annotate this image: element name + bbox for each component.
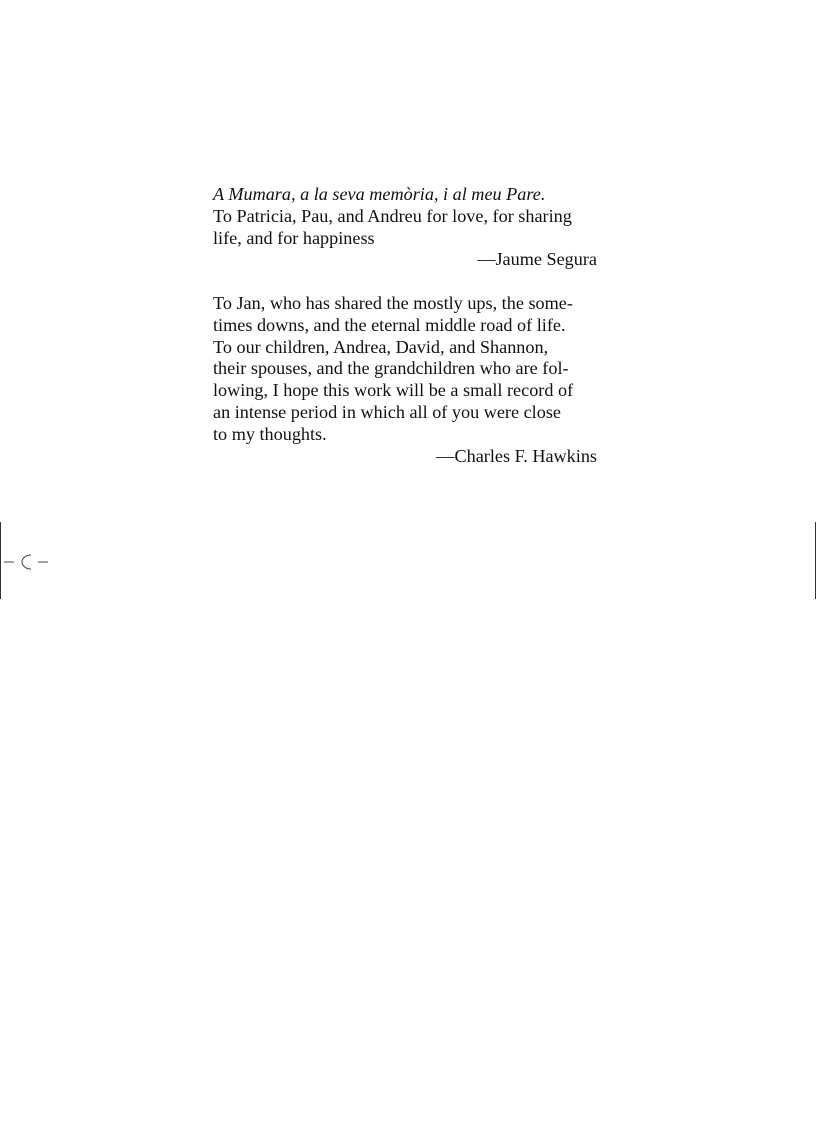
dedication-second-line: times downs, and the eternal middle road of life. (213, 314, 566, 335)
crop-mark-left-rule (0, 522, 1, 599)
dedication-italic-line: A Mumara, a la seva memòria, i al meu Pare. (213, 184, 546, 204)
registration-mark-icon (4, 551, 48, 573)
dedication-second-line: To Jan, who has shared the mostly ups, the some- (213, 292, 573, 313)
dedication-first-line: To Patricia, Pau, and Andreu for love, for sharing (213, 205, 572, 226)
dedication-second-line: their spouses, and the grandchildren who are fol- (213, 358, 569, 379)
paragraph-spacer (213, 271, 597, 293)
dedication-second-line: To our children, Andrea, David, and Shannon, (213, 336, 549, 357)
dedication-second-line: an intense period in which all of you were close (213, 401, 561, 422)
signature-jaume-segura: —Jaume Segura (477, 249, 597, 270)
dedication-second-line: to my thoughts. (213, 423, 327, 444)
signature-charles-hawkins: —Charles F. Hawkins (436, 445, 597, 466)
dedication-first-line: life, and for happiness (213, 227, 375, 248)
dedication-second-line: lowing, I hope this work will be a small record of (213, 380, 574, 401)
dedication-block (213, 184, 597, 467)
